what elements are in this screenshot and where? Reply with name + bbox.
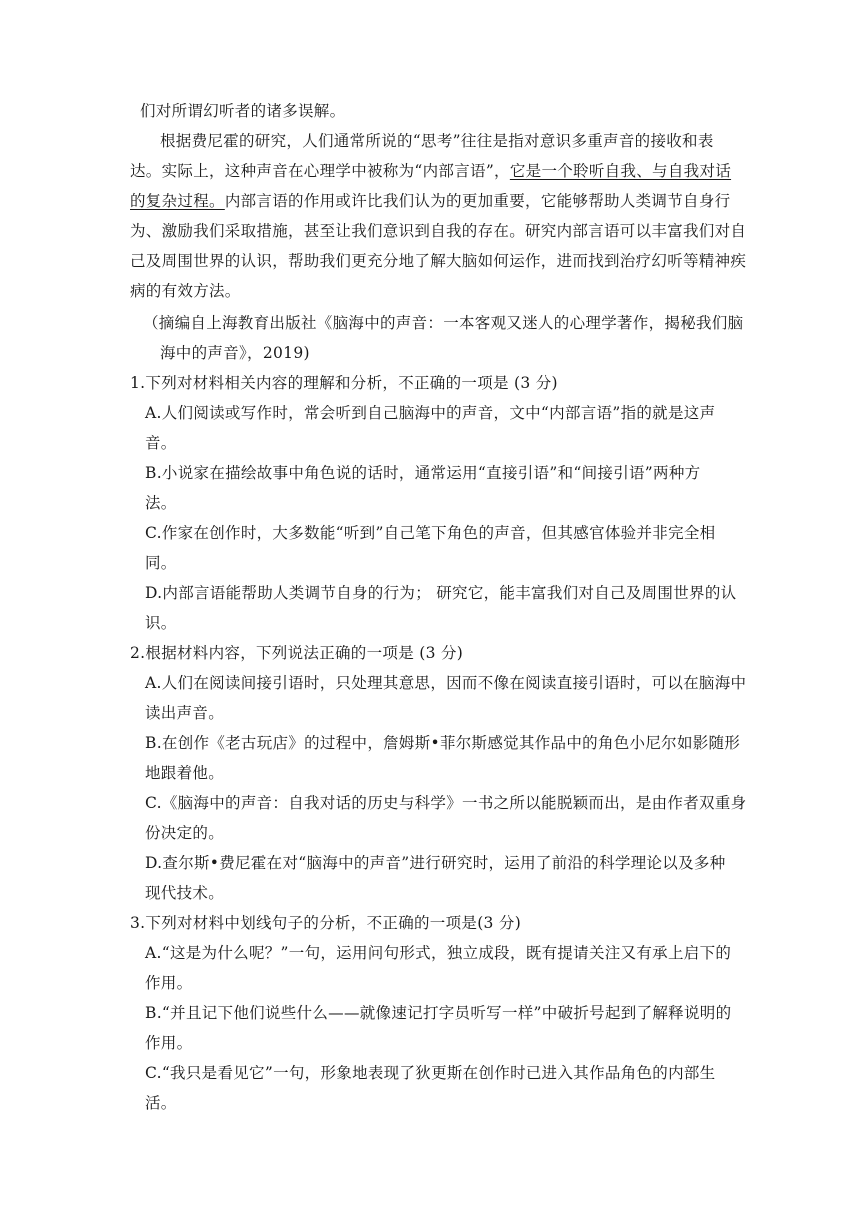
underlined-sentence: 的复杂过程。	[130, 192, 225, 210]
underlined-sentence: 它是一个聆听自我、与自我对话	[509, 162, 732, 180]
option-c: 活。	[145, 1094, 177, 1112]
passage-line: 根据费尼霍的研究，人们通常所说的“思考”往往是指对意识多重声音的接收和表	[160, 132, 714, 150]
option-a: A.人们在阅读间接引语时，只处理其意思，因而不像在阅读直接引语时，可以在脑海中	[145, 674, 747, 692]
source-citation: 海中的声音》，2019)	[160, 344, 310, 362]
option-d: 识。	[145, 614, 177, 632]
passage-line: 为、激励我们采取措施，甚至让我们意识到自我的存在。研究内部言语可以丰富我们对自	[130, 222, 747, 240]
option-b: B.小说家在描绘故事中角色说的话时，通常运用“直接引语”和“间接引语”两种方	[145, 464, 701, 482]
option-c: C.作家在创作时，大多数能“听到”自己笔下角色的声音，但其感官体验并非完全相	[145, 524, 716, 542]
option-a: 读出声音。	[145, 704, 225, 722]
option-b: B.“并且记下他们说些什么——就像速记打字员听写一样”中破折号起到了解释说明的	[145, 1004, 732, 1022]
option-d: 现代技术。	[145, 884, 225, 902]
option-a: A.“这是为什么呢？”一句，运用问句形式，独立成段，既有提请关注又有承上启下的	[145, 944, 732, 962]
passage-line: 们对所谓幻听者的诸多误解。	[140, 102, 346, 120]
passage-line: 己及周围世界的认识，帮助我们更充分地了解大脑如何运作，进而找到治疗幻听等精神疾	[130, 252, 747, 270]
option-c: C.《脑海中的声音：自我对话的历史与科学》一书之所以能脱颖而出，是由作者双重身	[145, 794, 747, 812]
passage-text: 内部言语的作用或许比我们认为的更加重要，它能够帮助人类调节自身行	[224, 192, 731, 210]
option-a: A.人们阅读或写作时，常会听到自己脑海中的声音，文中“内部言语”指的就是这声	[145, 404, 716, 422]
question-stem: 2.根据材料内容，下列说法正确的一项是 (3 分)	[130, 644, 464, 662]
option-d: D.查尔斯•费尼霍在对“脑海中的声音”进行研究时，运用了前沿的科学理论以及多种	[145, 854, 726, 872]
option-c: 份决定的。	[145, 824, 225, 842]
option-b: 地跟着他。	[145, 764, 225, 782]
question-stem: 1.下列对材料相关内容的理解和分析，不正确的一项是 (3 分)	[130, 374, 558, 392]
source-citation: （摘编自上海教育出版社《脑海中的声音：一本客观又迷人的心理学著作，揭秘我们脑	[143, 314, 744, 332]
passage-text: 达。实际上，这种声音在心理学中被称为“内部言语”，	[130, 162, 510, 180]
option-d: D.内部言语能帮助人类调节自身的行为； 研究它，能丰富我们对自己及周围世界的认	[145, 584, 737, 602]
question-stem: 3.下列对材料中划线句子的分析，不正确的一项是(3 分)	[130, 914, 522, 932]
option-b: B.在创作《老古玩店》的过程中，詹姆斯•菲尔斯感觉其作品中的角色小尼尔如影随形	[145, 734, 741, 752]
passage-line	[130, 190, 730, 212]
option-b: 法。	[145, 494, 177, 512]
option-c: 同。	[145, 554, 177, 572]
option-a: 音。	[145, 434, 177, 452]
passage-line: 病的有效方法。	[130, 282, 241, 300]
option-c: C.“我只是看见它”一句，形象地表现了狄更斯在创作时已进入其作品角色的内部生	[145, 1064, 716, 1082]
passage-line	[130, 160, 731, 182]
option-b: 作用。	[145, 1034, 193, 1052]
option-a: 作用。	[145, 974, 193, 992]
